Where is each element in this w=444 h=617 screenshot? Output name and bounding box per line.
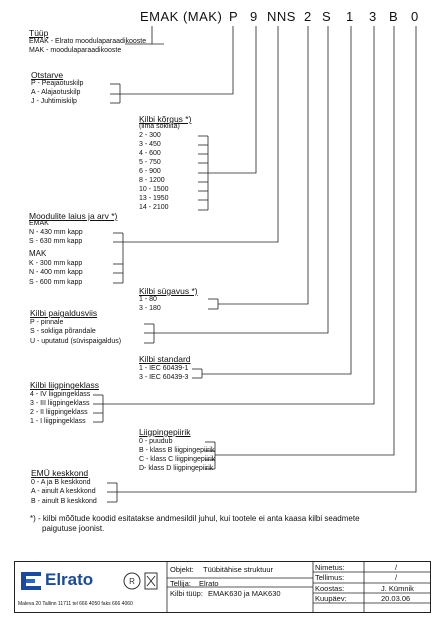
tellimus-value: /	[395, 573, 398, 582]
piirik-item: C - klass C liigpingepiirik	[139, 456, 216, 463]
moodulite-item: N - 400 mm kapp	[29, 269, 83, 276]
piirik-title: Liigpingepiirik	[139, 427, 191, 437]
otstarve-item: A - Alajaotuskilp	[31, 89, 81, 96]
code-char-3: 3	[369, 9, 377, 24]
otstarve-title: Otstarve	[31, 70, 64, 80]
piirik-item: D- klass D liigpingepiirik	[139, 465, 214, 472]
elrato-logo-icon	[21, 570, 43, 594]
tyyp-item: MAK - moodulaparaadikooste	[29, 47, 122, 54]
certification-marks-icon	[123, 570, 159, 592]
paigaldus-item: U - uputatud (süvispaigaldus)	[30, 338, 122, 345]
korgus-item: 13 - 1950	[139, 195, 169, 202]
moodulite-item: S - 630 mm kapp	[29, 238, 83, 245]
piirik-item: B - klass B liigpingepiirik	[139, 447, 215, 454]
tyyp-item: EMAK - Elrato moodulaparaadikooste	[29, 38, 147, 45]
company-name: Elrato	[45, 570, 94, 589]
nimetus-label: Nimetus:	[315, 563, 345, 572]
liigpinge-item: 1 - I liigpingeklass	[30, 418, 86, 425]
code-char-nns: NNS	[267, 9, 296, 24]
kilbi-tyyp-label: Kilbi tüüp:	[170, 589, 203, 598]
korgus-item: 8 - 1200	[139, 177, 165, 184]
type-code-prefix: EMAK (MAK)	[140, 9, 223, 24]
tyyp-title: Tüüp	[29, 28, 49, 38]
code-char-0: 0	[411, 9, 419, 24]
sugavus-item: 1 - 80	[139, 296, 157, 303]
emu-item: 0 - A ja B keskkond	[31, 479, 91, 486]
koostas-value: J. Kümnik	[381, 584, 414, 593]
korgus-subtitle: (ilma sokliita)	[139, 123, 180, 130]
standard-item: 1 - IEC 60439-1	[139, 365, 189, 372]
paigaldus-title: Kilbi paigaldusviis	[30, 308, 98, 318]
otstarve-item: P - Peajaotuskilp	[31, 80, 84, 87]
korgus-item: 3 - 450	[139, 141, 161, 148]
title-block	[14, 561, 431, 613]
tellimus-label: Tellimus:	[315, 573, 345, 582]
nimetus-value: /	[395, 563, 398, 572]
standard-item: 3 - IEC 60439-3	[139, 374, 189, 381]
liigpinge-item: 2 - II liigpingeklass	[30, 409, 88, 416]
code-char-1: 1	[346, 9, 354, 24]
kilbi-tyyp-value: EMAK630 ja MAK630	[208, 589, 281, 598]
moodulite-item: N - 430 mm kapp	[29, 229, 83, 236]
tellija-label: Tellija:	[170, 579, 191, 588]
liigpinge-item: 3 - III liigpingeklass	[30, 400, 90, 407]
objekt-value: Tüübitähise struktuur	[203, 565, 274, 574]
korgus-item: 6 - 900	[139, 168, 161, 175]
paigaldus-item: S - sokliga põrandale	[30, 328, 96, 335]
emu-item: A - ainult A keskkond	[31, 488, 96, 495]
code-char-b: B	[389, 9, 399, 24]
korgus-title: Kilbi kõrgus *)	[139, 114, 192, 124]
moodulite-group-mak: MAK	[29, 249, 47, 258]
liigpinge-item: 4 - IV liigpingeklass	[30, 391, 91, 398]
korgus-item: 14 - 2100	[139, 204, 169, 211]
otstarve-item: J - Juhtimiskilp	[31, 98, 77, 105]
korgus-item: 5 - 750	[139, 159, 161, 166]
kuupaev-label: Kuupäev:	[315, 594, 347, 603]
piirik-item: 0 - puudub	[139, 438, 173, 445]
footnote-line2: paigutuse joonist.	[42, 524, 105, 533]
paigaldus-item: P - pinnale	[30, 319, 64, 326]
code-char-p: P	[229, 9, 239, 24]
svg-text:R: R	[129, 577, 135, 586]
footnote-line1: *) - kilbi mõõtude koodid esitatakse andmesildil juhul, kui tootele ei anta kaasa kilbi seadmete	[30, 514, 360, 523]
objekt-label: Objekt:	[170, 565, 194, 574]
korgus-item: 4 - 600	[139, 150, 161, 157]
standard-title: Kilbi standard	[139, 354, 191, 364]
moodulite-title: Moodulite laius ja arv *)	[29, 211, 118, 221]
kuupaev-value: 20.03.06	[381, 594, 411, 603]
emu-title: EMÜ keskkond	[31, 468, 89, 478]
liigpinge-title: Kilbi liigpingeklass	[30, 380, 99, 390]
moodulite-item: S - 600 mm kapp	[29, 279, 83, 286]
korgus-item: 10 - 1500	[139, 186, 169, 193]
moodulite-item: K - 300 mm kapp	[29, 260, 83, 267]
emu-item: B - ainult B keskkond	[31, 498, 97, 505]
code-char-9: 9	[250, 9, 258, 24]
tellija-value: Elrato	[199, 579, 219, 588]
moodulite-group-emak: EMAK	[29, 220, 49, 227]
sugavus-title: Kilbi sügavus *)	[139, 286, 198, 296]
company-address: Maleva 20 Tallinn 11711 tel 666 4050 faks 666 4060	[18, 601, 133, 607]
code-char-s: S	[322, 9, 332, 24]
korgus-item: 2 - 300	[139, 132, 161, 139]
sugavus-item: 3 - 180	[139, 305, 161, 312]
koostas-label: Koostas:	[315, 584, 345, 593]
code-char-2: 2	[304, 9, 312, 24]
